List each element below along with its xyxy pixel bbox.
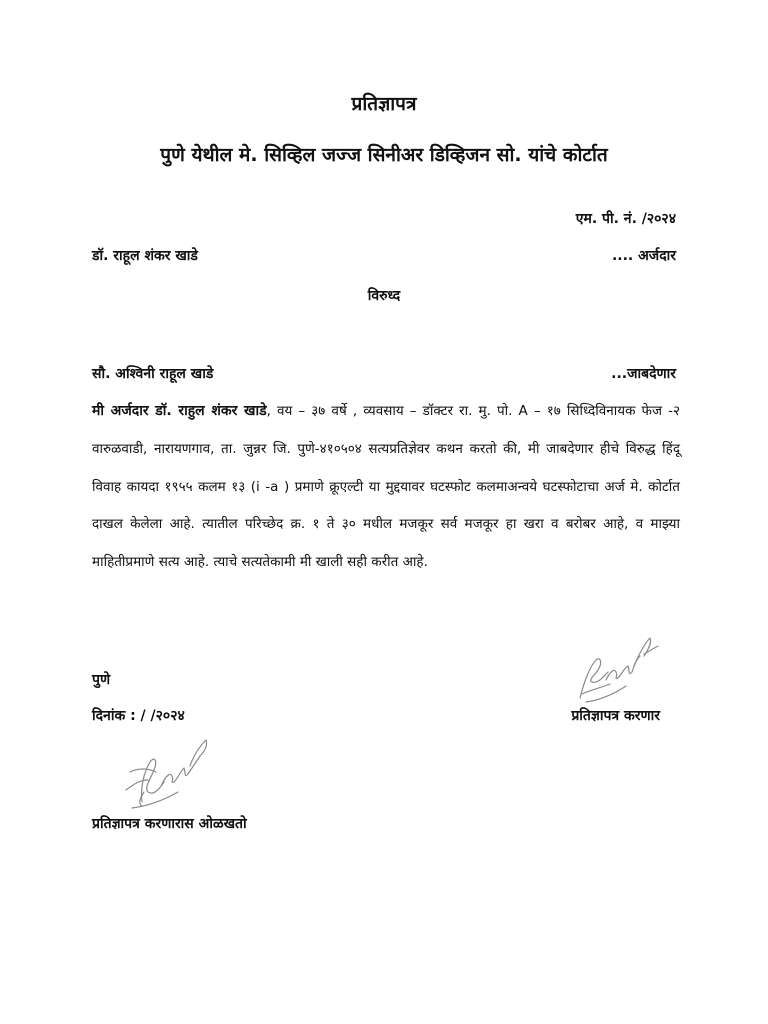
respondent-role: ...जाबदेणार xyxy=(611,366,676,382)
deponent-signature xyxy=(570,632,666,710)
respondent-name: सौ. अश्विनी राहूल खाडे xyxy=(92,366,214,382)
petitioner-name: डॉ. राहूल शंकर खाडे xyxy=(92,248,198,264)
date-line: दिनांक : / /२०२४ xyxy=(92,708,185,724)
case-number: एम. पी. नं. /२०२४ xyxy=(575,211,676,227)
court-heading: पुणे येथील मे. सिव्हिल जज्ज सिनीअर डिव्हिजन सो. यांचे कोर्टात xyxy=(160,144,608,166)
place-label: पुणे xyxy=(92,672,111,688)
document-title: प्रतिज्ञापत्र xyxy=(351,93,417,115)
identifier-signature xyxy=(118,732,218,814)
deponent-label: प्रतिज्ञापत्र करणार xyxy=(571,708,660,724)
petitioner-role: .... अर्जदार xyxy=(611,248,676,264)
versus-label: विरुध्द xyxy=(367,288,401,304)
identifier-label: प्रतिज्ञापत्र करणारास ओळखतो xyxy=(92,816,247,832)
affidavit-lead: मी अर्जदार डॉ. राहुल शंकर खाडे xyxy=(92,403,267,419)
affidavit-paragraph xyxy=(92,393,680,582)
affidavit-body: , वय – ३७ वर्षे , व्यवसाय – डॉक्टर रा. मु. पो. A – १७ सिध्दिविनायक फेज -२ वारुळवाडी, नारायणगाव, ता. जुन्नर जि. पुणे-४१०५०४ सत्यप्रतिज्ञेवर कथन करतो की, मी जाबदेणार हीचे विरुद्ध हिंदू विवाह कायदा १९५५ कलम १३ (i -a ) प्रमाणे क्रूएल्टी या मुद्दयावर घटस्फोट कलमाअन्वये घटस्फोटाचा अर्ज मे. कोर्टात दाखल केलेला आहे. त्यातील परिच्छेद क्र. १ ते ३० मधील मजकूर सर्व मजकूर हा खरा व बरोबर आहे, व माझ्या माहितीप्रमाणे सत्य आहे. त्याचे सत्यतेकामी मी खाली सही करीत आहे. xyxy=(92,403,680,571)
